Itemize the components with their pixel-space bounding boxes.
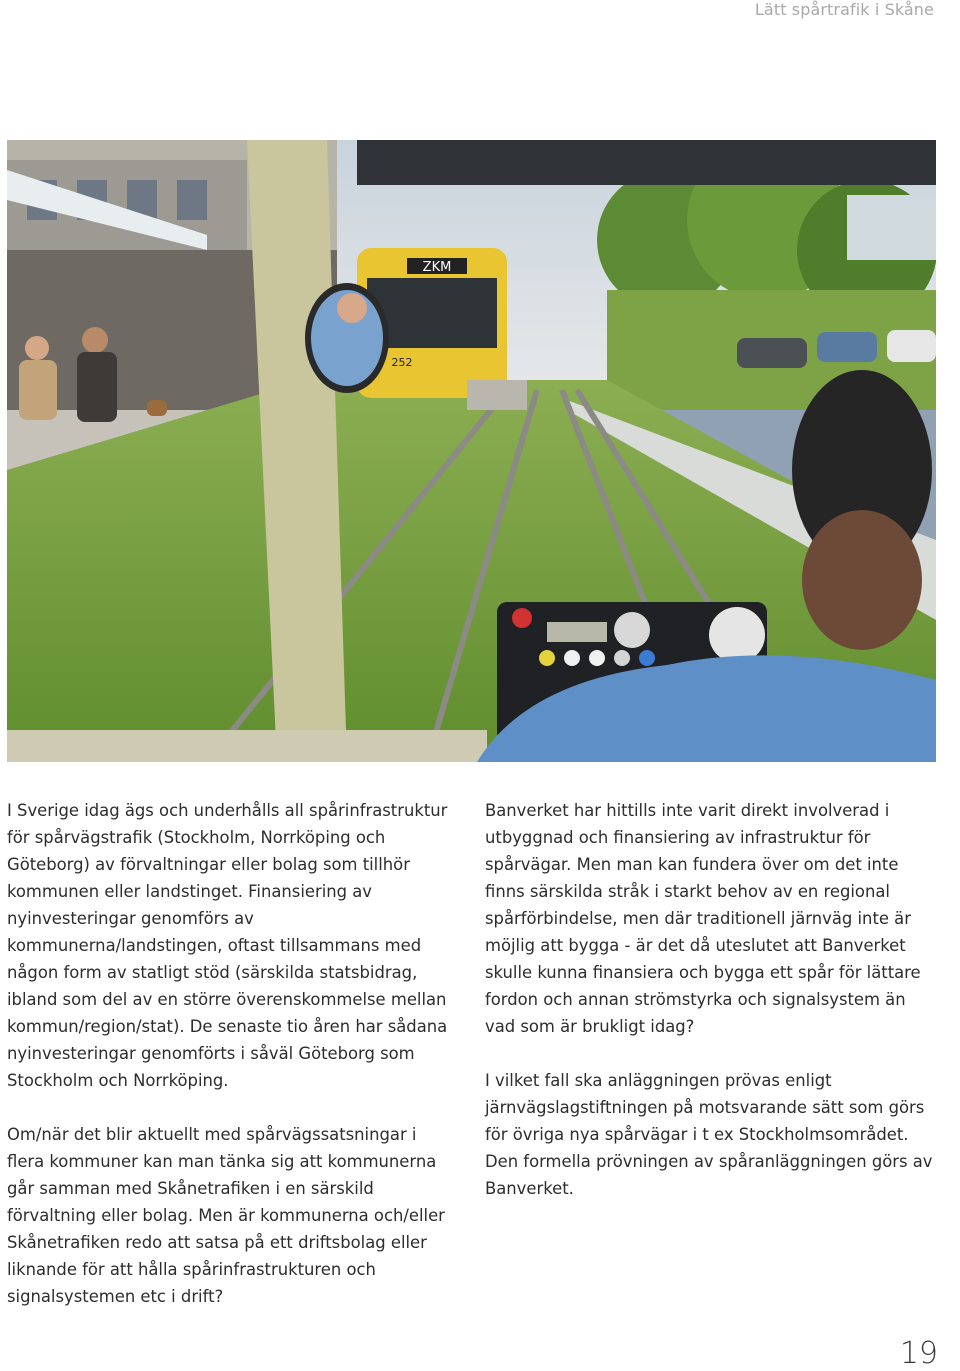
page-number: 19 [899, 1336, 938, 1371]
rear-view-mirror [305, 283, 389, 393]
right-paragraph-1: Banverket har hittills inte varit direkt involverad i utbyggnad och finansiering av infrastruktur för spårvägar. Men man kan fundera över om det inte finns särskilda stråk i starkt behov av en regional spårförbindelse, men där traditionell järnväg inte är möjlig att bygga - är det då uteslutet att Banverket skulle kunna finansiera och bygga ett spår för lättare fordon och annan strömstyrka och signalsystem än vad som är brukligt idag? [485, 801, 921, 1036]
running-head: Lätt spårtrafik i Skåne [754, 0, 934, 19]
left-paragraph-2: Om/när det blir aktuellt med spårvägssatsningar i flera kommuner kan man tänka sig att kommunerna går samman med Skånetrafiken i en särskild förvaltning eller bolag. Men är kommunerna och/eller Skånetrafiken redo att satsa på ett driftsbolag eller liknande för att hålla spårinfrastrukturen och signalsystemen etc i drift? [7, 1125, 445, 1306]
tram-number: 252 [391, 356, 413, 369]
left-column [7, 797, 457, 1337]
tram-destination-sign: ZKM [422, 260, 452, 275]
left-paragraph-1: I Sverige idag ägs och underhålls all spårinfrastruktur för spårvägstrafik (Stockholm, Norrköping och Göteborg) av förvaltningar eller bolag som tillhör kommunen eller landstinget. Finansiering av nyinvesteringar genomförs av kommunerna/landstingen, oftast tillsammans med någon form av statligt stöd (särskilda statsbidrag, ibland som del av en större överenskommelse mellan kommun/region/stat). De senaste tio åren har sådana nyinvesteringar genomförts i såväl Göteborg som Stockholm och Norrköping. [7, 801, 448, 1090]
right-column [485, 797, 935, 1229]
right-paragraph-2: I vilket fall ska anläggningen prövas enligt järnvägslagstiftningen på motsvarande sätt som görs för övriga nya spårvägar i t ex Stockholmsområdet. Den formella prövningen av spåranläggningen görs av Banverket. [485, 1071, 933, 1198]
tram-cab-photo [7, 140, 936, 762]
